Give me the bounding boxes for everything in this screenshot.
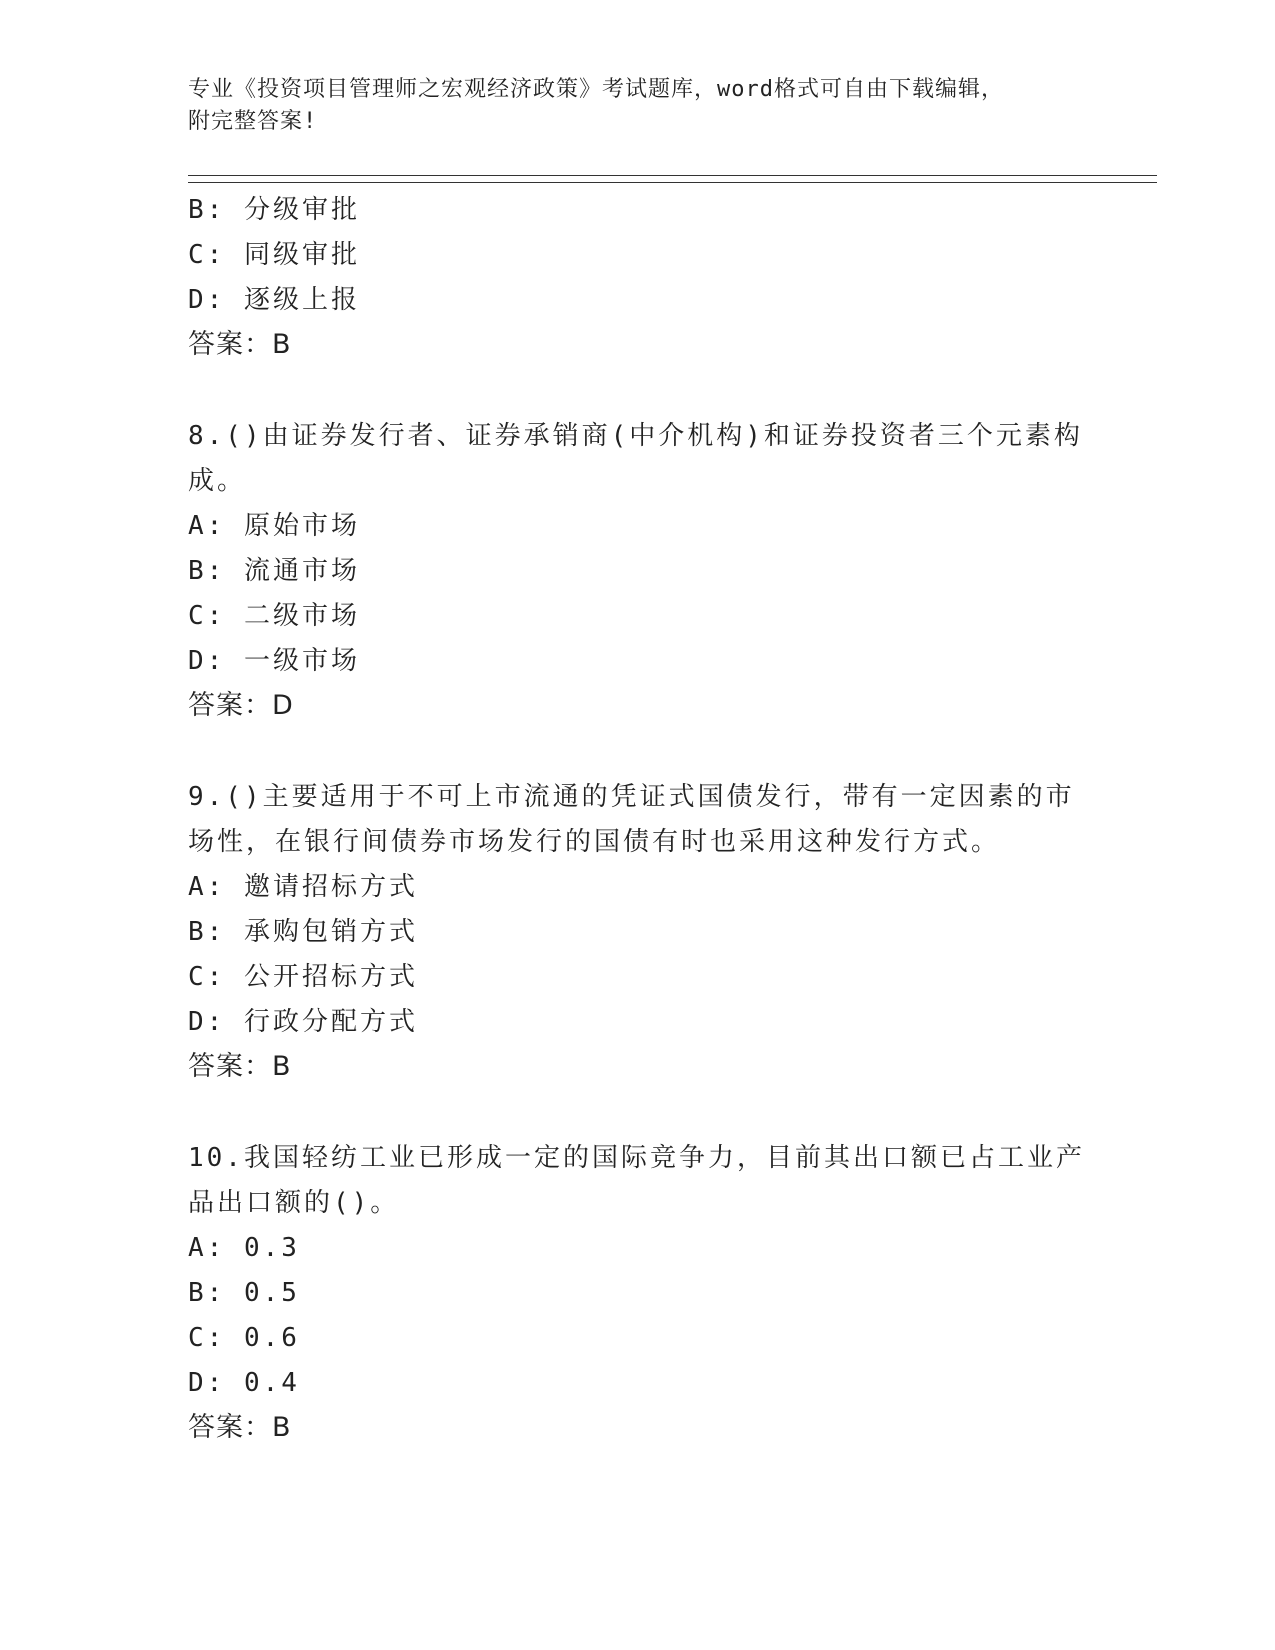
q9-option-a: A: 邀请招标方式 (188, 872, 418, 902)
document-header (188, 74, 1088, 138)
q8-option-c: C: 二级市场 (188, 601, 360, 631)
header-divider-top (188, 175, 1157, 176)
q9-option-c: C: 公开招标方式 (188, 962, 418, 992)
q8-answer: 答案：D (188, 690, 294, 721)
q10-option-b: B: 0.5 (188, 1278, 300, 1308)
q8-option-d: D: 一级市场 (188, 646, 360, 676)
q10-answer: 答案：B (188, 1412, 292, 1443)
q10-question-line-1: 10.我国轻纺工业已形成一定的国际竞争力，目前其出口额已占工业产 (188, 1143, 1085, 1173)
q10-option-a: A: 0.3 (188, 1233, 300, 1263)
header-divider-bottom (188, 182, 1157, 183)
q7-answer: 答案：B (188, 329, 292, 360)
q7-option-c: C: 同级审批 (188, 240, 360, 270)
q7-option-d: D: 逐级上报 (188, 285, 360, 315)
header-line-1: 专业《投资项目管理师之宏观经济政策》考试题库，word格式可自由下载编辑， (188, 77, 1004, 102)
q8-question-line-2: 成。 (188, 466, 247, 496)
q8-option-a: A: 原始市场 (188, 511, 360, 541)
q10-question-line-2: 品出口额的()。 (188, 1188, 400, 1218)
header-line-2: 附完整答案! (188, 109, 318, 134)
q7-option-b: B: 分级审批 (188, 195, 360, 225)
q9-question-line-1: 9.()主要适用于不可上市流通的凭证式国债发行，带有一定因素的市 (188, 782, 1075, 812)
q8-question-line-1: 8.()由证券发行者、证券承销商(中介机构)和证券投资者三个元素构 (188, 421, 1083, 451)
q9-option-b: B: 承购包销方式 (188, 917, 418, 947)
q9-option-d: D: 行政分配方式 (188, 1007, 418, 1037)
q8-option-b: B: 流通市场 (188, 556, 360, 586)
q10-option-d: D: 0.4 (188, 1368, 300, 1398)
q10-option-c: C: 0.6 (188, 1323, 300, 1353)
q9-question-line-2: 场性，在银行间债券市场发行的国债有时也采用这种发行方式。 (188, 827, 1001, 857)
q9-answer: 答案：B (188, 1051, 292, 1082)
